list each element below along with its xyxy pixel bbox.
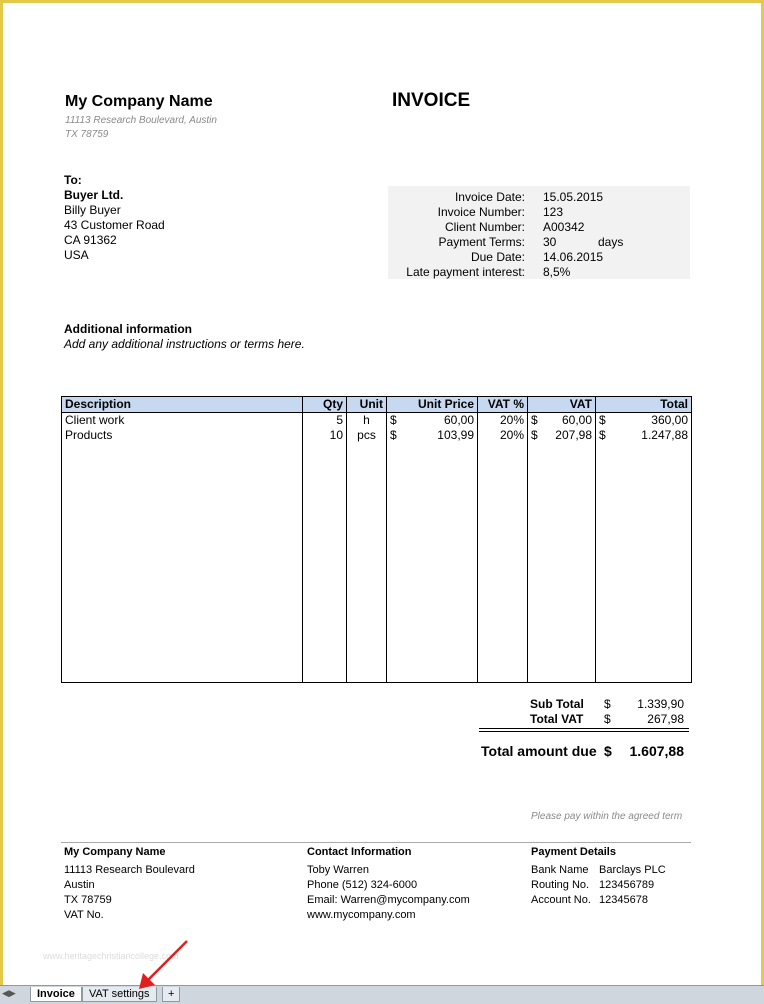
cell-vat[interactable] [528,413,596,429]
cell-vat-pct[interactable]: 20% [478,413,528,429]
sheet-nav-icon[interactable]: ◀▶ [2,988,16,998]
meta-value[interactable]: 123 [543,205,564,219]
total-due-label: Total amount due [481,743,597,759]
column-header-description: Description [62,397,303,413]
meta-label: Client Number: [444,220,525,234]
bill-to-company: Buyer Ltd. [64,188,124,202]
empty-table-area [62,443,692,683]
cell-qty[interactable]: 5 [303,413,347,429]
empty-cell[interactable] [528,443,596,683]
tab-vat-settings[interactable]: VAT settings [82,987,157,1002]
total-vat-value: 267,98 [647,712,684,726]
footer-company-line: Austin [64,879,95,891]
totals-divider-bottom [479,731,689,732]
footer-contact-title: Contact Information [307,846,412,858]
invoice-meta-box [388,186,690,279]
cell-unit[interactable]: pcs [347,428,387,443]
cell-qty[interactable]: 10 [303,428,347,443]
meta-label: Invoice Number: [437,205,525,219]
tab-invoice[interactable]: Invoice [30,987,82,1002]
bill-to-line: CA 91362 [64,233,117,247]
bill-to-line: 43 Customer Road [64,218,165,232]
add-sheet-button[interactable]: + [162,987,180,1002]
unit-price-value: 103,99 [437,428,474,442]
footer-contact-line: Toby Warren [307,864,369,876]
sheet-tab-bar [0,985,764,1004]
cell-vat-pct[interactable]: 20% [478,428,528,443]
currency-symbol: $ [599,428,606,442]
invoice-title: INVOICE [392,90,471,111]
cell-vat[interactable] [528,428,596,443]
bank-row [531,893,666,908]
cell-description[interactable]: Client work [65,413,125,427]
empty-cell[interactable] [478,443,528,683]
meta-row-payment-terms [388,235,690,250]
footer-company-line: TX 78759 [64,894,112,906]
bank-label: Routing No. [531,879,590,891]
vat-value: 60,00 [561,413,592,427]
total-due-value: 1.607,88 [629,743,684,759]
bank-value: 12345678 [599,894,648,906]
bank-row [531,878,666,893]
bank-row [531,863,666,878]
column-header-qty: Qty [303,397,347,413]
meta-value[interactable]: 8,5% [543,265,571,279]
footer-company-line: 11113 Research Boulevard [64,864,195,876]
invoice-sheet [3,3,761,985]
cell-unit-price[interactable] [387,428,478,443]
subtotal-value: 1.339,90 [637,697,684,711]
meta-value[interactable]: 30 [543,235,557,249]
empty-cell[interactable] [347,443,387,683]
meta-unit: days [598,235,624,249]
cell-total[interactable] [596,413,692,429]
meta-value[interactable]: 14.06.2015 [543,250,604,264]
total-vat-label [530,712,583,727]
bill-to-block [64,173,165,263]
footer-contact [307,845,470,923]
table-header-row [62,397,692,413]
arrow-shaft [147,941,187,981]
company-name: My Company Name [65,93,213,110]
currency-symbol: $ [531,413,538,427]
column-header-unit-price: Unit Price [387,397,478,413]
table-row [62,413,692,429]
additional-info-text[interactable]: Add any additional instructions or terms here. [64,337,305,351]
bank-label: Account No. [531,894,591,906]
footer-payment [531,845,666,908]
total-value: 360,00 [651,413,688,427]
total-value: 1.247,88 [641,428,688,442]
meta-value[interactable]: 15.05.2015 [543,190,604,204]
subtotal-label [530,697,584,712]
meta-row-late-interest [388,265,690,280]
meta-row-invoice-number [388,205,690,220]
total-vat-label-text: Total VAT [530,712,584,726]
company-address-line2: TX 78759 [65,129,109,140]
meta-label: Invoice Date: [454,190,525,204]
cell-unit-price[interactable] [387,413,478,429]
empty-cell[interactable] [596,443,692,683]
line-items-table [61,396,692,683]
meta-row-due-date [388,250,690,265]
footer-contact-line: www.mycompany.com [307,909,416,921]
footer-company [64,845,195,923]
totals-divider-top [479,728,689,729]
cell-unit[interactable]: h [347,413,387,429]
bank-label: Bank Name [531,864,589,876]
subtotal-label-text: Sub Total [530,697,584,711]
empty-cell[interactable] [62,443,303,683]
currency-symbol: $ [390,428,397,442]
footer-payment-title: Payment Details [531,846,616,858]
vat-value: 207,98 [555,428,592,442]
meta-label: Late payment interest: [406,265,525,279]
column-header-vat-pct: VAT % [478,397,528,413]
currency-symbol: $ [531,428,538,442]
company-address-line1: 11113 Research Boulevard, Austin [65,115,217,126]
cell-total[interactable] [596,428,692,443]
meta-label: Due Date: [470,250,525,264]
payment-note: Please pay within the agreed term [531,811,683,822]
bank-value: Barclays PLC [599,864,666,876]
meta-row-invoice-date [388,190,690,205]
currency-symbol: $ [390,413,397,427]
column-header-unit: Unit [347,397,387,413]
red-arrow-icon [135,937,195,992]
additional-info-title: Additional information [64,322,192,336]
column-header-total: Total [596,397,692,413]
footer-contact-line: Email: Warren@mycompany.com [307,894,470,906]
column-header-vat: VAT [528,397,596,413]
empty-cell[interactable] [387,443,478,683]
meta-label: Payment Terms: [438,235,525,249]
total-vat-currency: $ [604,712,611,726]
unit-price-value: 60,00 [443,413,474,427]
footer-divider [61,842,691,843]
cell-description[interactable]: Products [65,428,113,442]
table-row [62,428,692,443]
bill-to-line: Billy Buyer [64,203,121,217]
footer-contact-line: Phone (512) 324-6000 [307,879,418,891]
bill-to-label: To: [64,173,82,187]
bill-to-line: USA [64,248,89,262]
watermark-text: www.heritagechristiancollege.com [43,951,179,961]
bank-value: 123456789 [599,879,655,891]
meta-row-client-number [388,220,690,235]
footer-company-title: My Company Name [64,846,166,858]
empty-cell[interactable] [303,443,347,683]
currency-symbol: $ [599,413,606,427]
total-due-currency: $ [604,743,612,759]
meta-value[interactable]: A00342 [543,220,585,234]
subtotal-currency: $ [604,697,611,711]
footer-company-line: VAT No. [64,909,104,921]
